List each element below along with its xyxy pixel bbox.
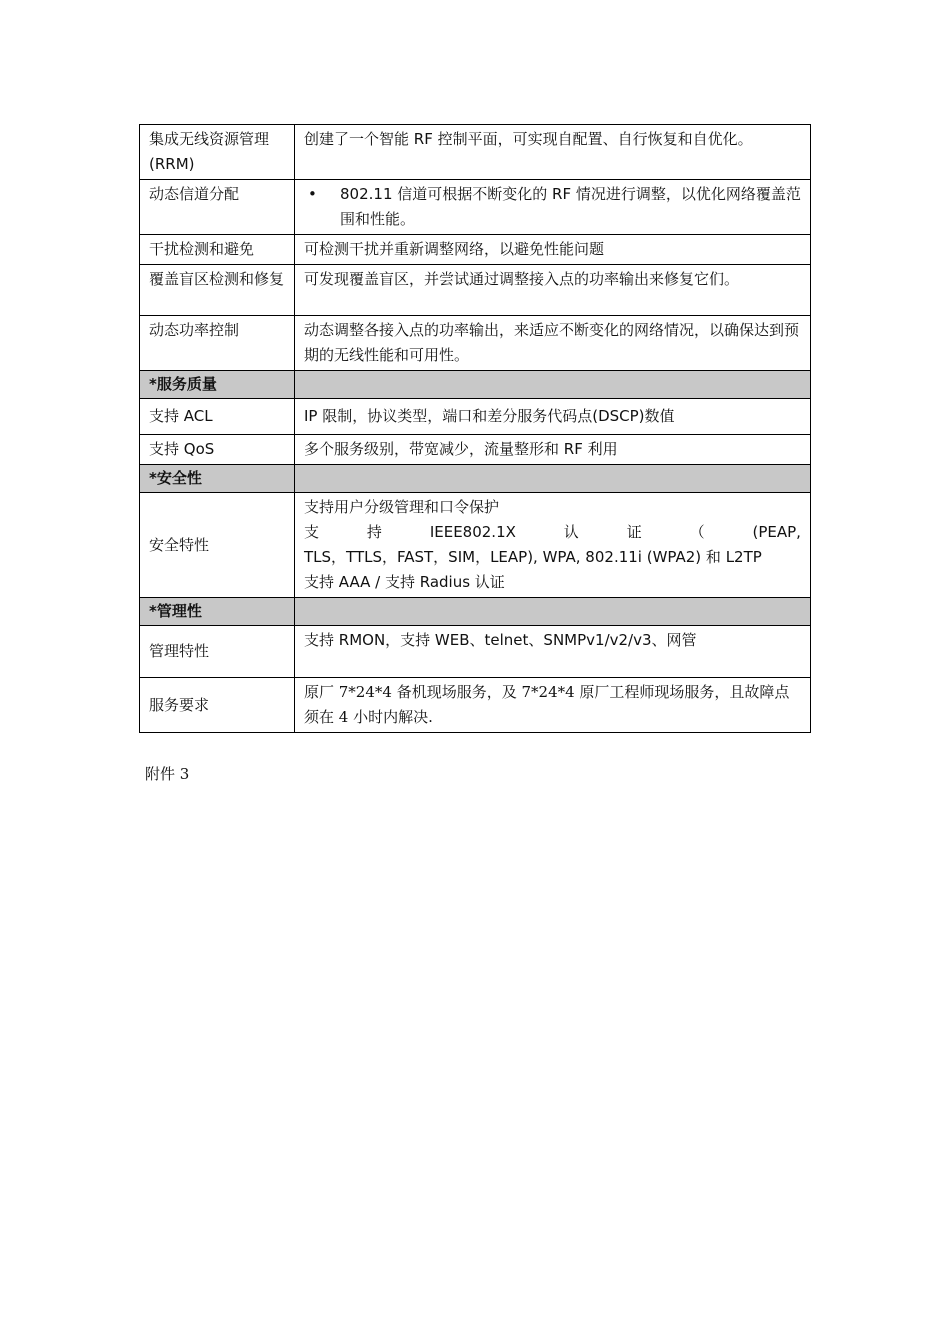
security-line-1: 支持用户分级管理和口令保护 bbox=[304, 498, 500, 516]
section-row-security bbox=[140, 465, 811, 493]
security-word: 持 bbox=[366, 523, 382, 541]
table-row bbox=[140, 678, 811, 733]
table-row bbox=[140, 235, 811, 265]
row-name: 管理特性 bbox=[140, 626, 295, 678]
section-row-mgmt bbox=[140, 598, 811, 626]
row-name: 动态信道分配 bbox=[140, 180, 295, 235]
row-desc: IP 限制，协议类型，端口和差分服务代码点(DSCP)数值 bbox=[295, 399, 811, 435]
table-row bbox=[140, 265, 811, 316]
table-row bbox=[140, 316, 811, 371]
row-desc: 原厂 7*24*4 备机现场服务，及 7*24*4 原厂工程师现场服务，且故障点须在 4 小时内解决. bbox=[295, 678, 811, 733]
row-desc-cell bbox=[295, 493, 811, 598]
section-fill bbox=[295, 598, 811, 626]
row-desc: 802.11 信道可根据不断变化的 RF 情况进行调整，以优化网络覆盖范围和性能。 bbox=[340, 185, 801, 228]
security-word: 证 bbox=[626, 523, 642, 541]
security-line-2 bbox=[304, 520, 801, 545]
table-row bbox=[140, 125, 811, 180]
table-row bbox=[140, 399, 811, 435]
row-name: 覆盖盲区检测和修复 bbox=[140, 265, 295, 316]
section-title: *管理性 bbox=[140, 598, 295, 626]
row-name: 集成无线资源管理(RRM) bbox=[140, 125, 295, 180]
row-desc-cell bbox=[295, 180, 811, 235]
table-row bbox=[140, 493, 811, 598]
row-desc: 可检测干扰并重新调整网络，以避免性能问题 bbox=[295, 235, 811, 265]
row-desc: 支持 RMON，支持 WEB、telnet、SNMPv1/v2/v3、网管 bbox=[295, 626, 811, 678]
security-word: 支 bbox=[304, 523, 320, 541]
section-fill bbox=[295, 465, 811, 493]
section-title: *安全性 bbox=[140, 465, 295, 493]
attachment-label: 附件 3 bbox=[145, 765, 190, 783]
section-row-qos bbox=[140, 371, 811, 399]
row-name: 动态功率控制 bbox=[140, 316, 295, 371]
row-name: 安全特性 bbox=[140, 493, 295, 598]
row-name: 支持 ACL bbox=[140, 399, 295, 435]
section-fill bbox=[295, 371, 811, 399]
table-row bbox=[140, 626, 811, 678]
security-word: （ bbox=[689, 523, 705, 541]
security-word: IEEE802.1X bbox=[429, 523, 516, 541]
table-row bbox=[140, 180, 811, 235]
security-line-3: TLS，TTLS，FAST，SIM，LEAP), WPA, 802.11i (WPA2) 和 L2TP bbox=[304, 548, 762, 566]
row-desc: 多个服务级别，带宽减少，流量整形和 RF 利用 bbox=[295, 435, 811, 465]
row-name: 支持 QoS bbox=[140, 435, 295, 465]
row-desc: 可发现覆盖盲区，并尝试通过调整接入点的功率输出来修复它们。 bbox=[295, 265, 811, 316]
row-desc: 动态调整各接入点的功率输出，来适应不断变化的网络情况，以确保达到预期的无线性能和可用性。 bbox=[295, 316, 811, 371]
security-word: (PEAP, bbox=[752, 523, 801, 541]
section-title: *服务质量 bbox=[140, 371, 295, 399]
row-desc: 创建了一个智能 RF 控制平面，可实现自配置、自行恢复和自优化。 bbox=[295, 125, 811, 180]
security-line-4: 支持 AAA / 支持 Radius 认证 bbox=[304, 573, 505, 591]
spec-table bbox=[139, 124, 811, 733]
security-word: 认 bbox=[563, 523, 579, 541]
row-name: 干扰检测和避免 bbox=[140, 235, 295, 265]
row-name: 服务要求 bbox=[140, 678, 295, 733]
bullet-icon: • bbox=[308, 185, 317, 203]
table-row bbox=[140, 435, 811, 465]
